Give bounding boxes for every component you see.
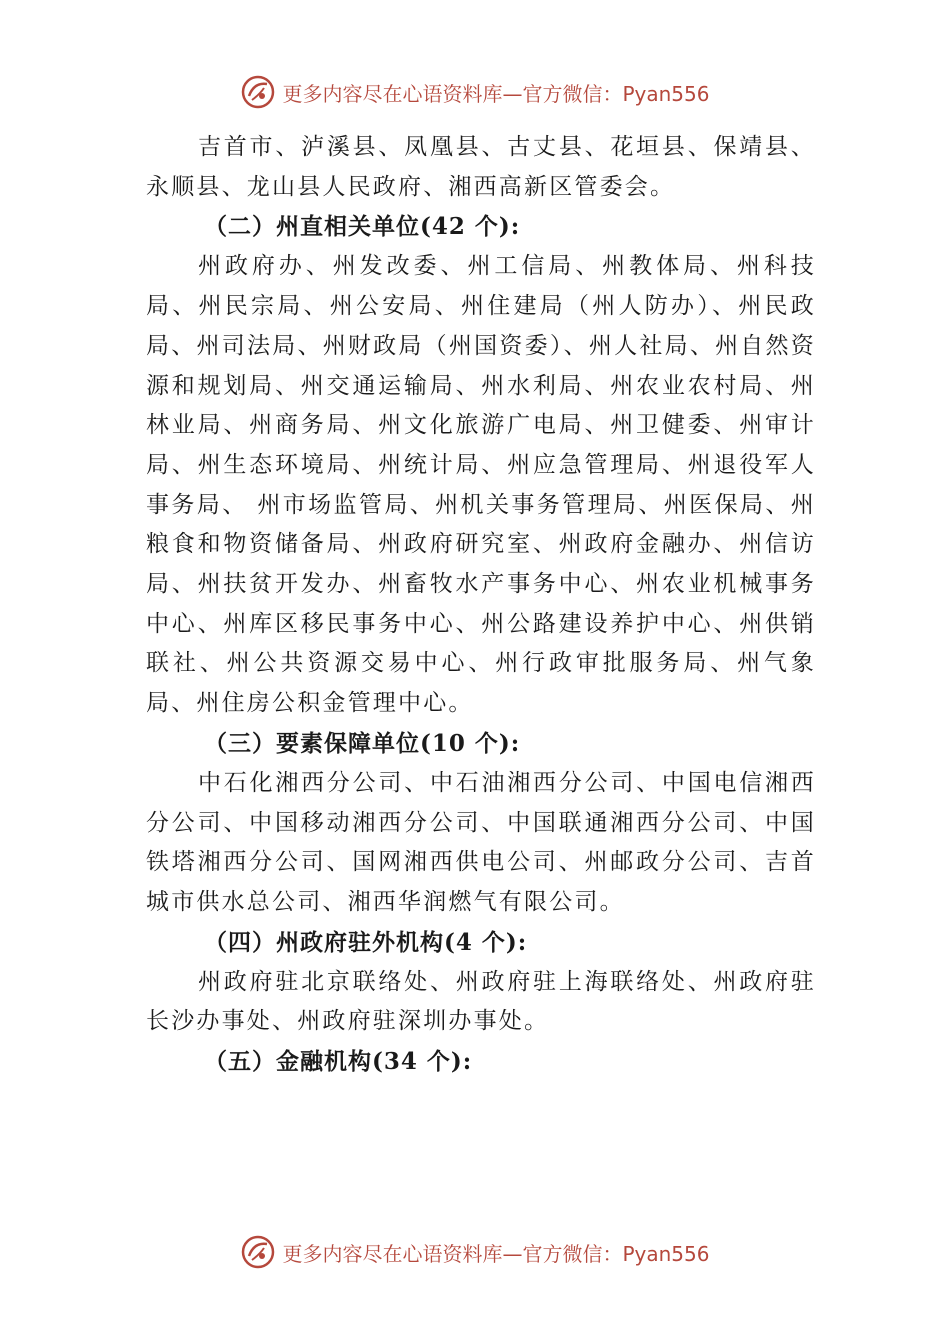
section-heading-2: （二）州直相关单位(42 个): [204, 213, 521, 241]
paragraph-offices: 州政府驻北京联络处、州政府驻上海联络处、州政府驻长沙办事处、州政府驻深圳办事处。 [146, 968, 816, 1035]
section-heading-5: （五）金融机构(34 个): [204, 1048, 473, 1076]
watermark-footer [0, 1230, 950, 1274]
document-body [146, 128, 816, 1082]
paragraph-county-governments: 吉首市、泸溪县、凤凰县、古丈县、花垣县、保靖县、永顺县、龙山县人民政府、湘西高新区管委会。 [146, 134, 816, 200]
watermark-text: 更多内容尽在心语资料库—官方微信：Pyan556 [282, 1241, 710, 1266]
paragraph-support-units: 中石化湘西分公司、中石油湘西分公司、中国电信湘西分公司、中国移动湘西分公司、中国联通湘西分公司、中国铁塔湘西分公司、国网湘西供电公司、州邮政分公司、吉首城市供水总公司、湘西华润燃气有限公司。 [146, 769, 816, 915]
watermark-header [0, 70, 950, 114]
logo-icon [240, 74, 276, 110]
logo-icon [240, 1234, 276, 1270]
watermark-text: 更多内容尽在心语资料库—官方微信：Pyan556 [282, 81, 710, 106]
paragraph-prefecture-units: 州政府办、州发改委、州工信局、州教体局、州科技局、州民宗局、州公安局、州住建局（州人防办）、州民政局、州司法局、州财政局（州国资委）、州人社局、州自然资源和规划局、州交通运输局、州水利局、州农业农村局、州林业局、州商务局、州文化旅游广电局、州卫健委、州审计局、州生态环境局、州统计局、州应急管理局、州退役军人事务局、 州市场监管局、州机关事务管理局、州医保局、州粮食和物资储备局、州政府研究室、州政府金融办、州信访局、州扶贫开发办、州畜牧水产事务中心、州农业机械事务中心、州库区移民事务中心、州公路建设养护中心、州供销联社、州公共资源交易中心、州行政审批服务局、州气象局、州住房公积金管理中心。 [146, 253, 816, 717]
section-heading-3: （三）要素保障单位(10 个): [204, 729, 521, 757]
section-heading-4: （四）州政府驻外机构(4 个): [204, 928, 528, 956]
